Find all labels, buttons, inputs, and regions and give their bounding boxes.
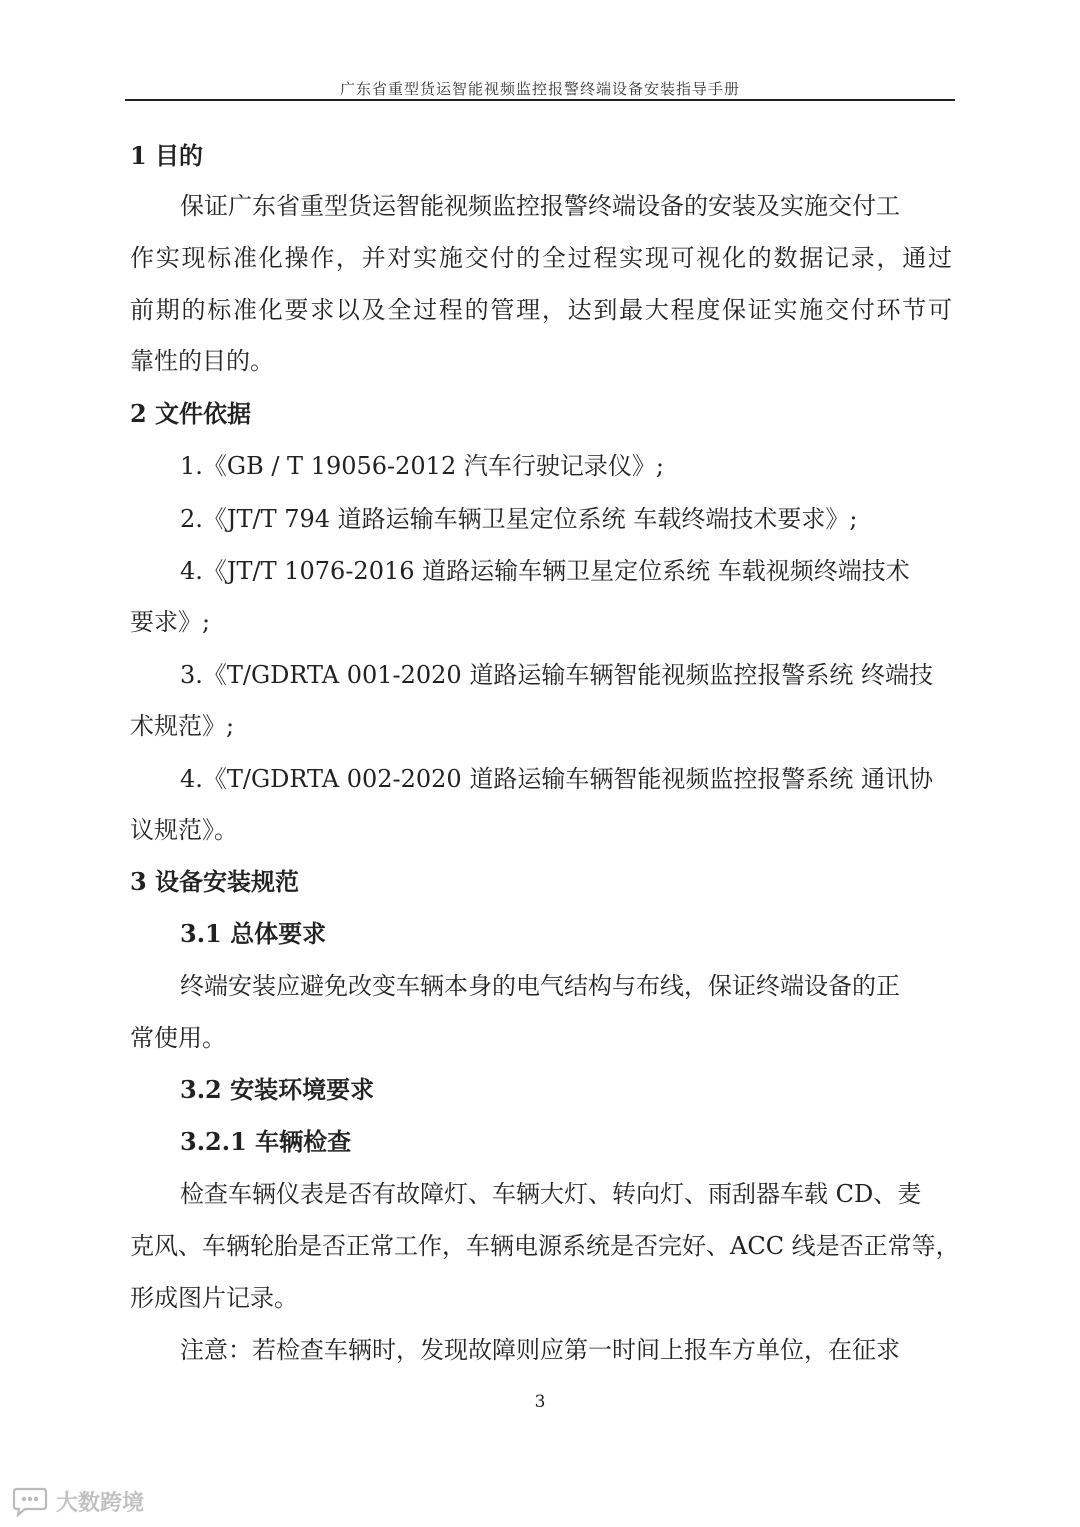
running-header: 广东省重型货运智能视频监控报警终端设备安装指导手册 xyxy=(339,80,740,98)
paragraph-line: 作实现标准化操作，并对实施交付的全过程实现可视化的数据记录，通过 xyxy=(130,244,952,272)
section-heading: 1 目的 xyxy=(130,141,204,170)
section-heading: 3 设备安装规范 xyxy=(130,867,300,896)
paragraph-line: 前期的标准化要求以及全过程的管理，达到最大程度保证实施交付环节可 xyxy=(130,296,952,324)
page-number: 3 xyxy=(534,1392,546,1412)
list-item: 3.《T/GDRTA 001-2020 道路运输车辆智能视频监控报警系统 终端技 xyxy=(180,661,933,689)
watermark-text: 大数跨境 xyxy=(56,1491,145,1516)
list-item-continued: 议规范》。 xyxy=(130,816,238,844)
paragraph-line: 克风、车辆轮胎是否正常工作，车辆电源系统是否完好、ACC 线是否正常等， xyxy=(130,1232,960,1260)
watermark xyxy=(10,1486,144,1517)
paragraph-line: 保证广东省重型货运智能视频监控报警终端设备的安装及实施交付工 xyxy=(180,192,900,220)
paragraph-line: 检查车辆仪表是否有故障灯、车辆大灯、转向灯、雨刮器车载 CD、麦 xyxy=(180,1180,922,1208)
list-item: 4.《T/GDRTA 002-2020 道路运输车辆智能视频监控报警系统 通讯协 xyxy=(180,765,933,793)
subsection-heading: 3.2 安装环境要求 xyxy=(180,1075,375,1104)
header-divider xyxy=(125,99,955,101)
paragraph-line: 靠性的目的。 xyxy=(130,347,274,375)
section-heading: 2 文件依据 xyxy=(130,399,252,428)
list-item: 4.《JT/T 1076-2016 道路运输车辆卫星定位系统 车载视频终端技术 xyxy=(180,557,910,585)
paragraph-line: 注意：若检查车辆时，发现故障则应第一时间上报车方单位，在征求 xyxy=(180,1336,900,1364)
list-item: 2.《JT/T 794 道路运输车辆卫星定位系统 车载终端技术要求》; xyxy=(180,505,858,533)
subsection-heading: 3.1 总体要求 xyxy=(180,919,327,948)
paragraph-line: 形成图片记录。 xyxy=(130,1284,298,1312)
subsubsection-heading: 3.2.1 车辆检查 xyxy=(180,1127,352,1156)
list-item: 1.《GB / T 19056-2012 汽车行驶记录仪》; xyxy=(180,452,664,480)
list-item-continued: 要求》; xyxy=(130,608,211,636)
list-item-continued: 术规范》; xyxy=(130,712,235,740)
paragraph-line: 终端安装应避免改变车辆本身的电气结构与布线，保证终端设备的正 xyxy=(180,972,900,1000)
chat-bubble-icon xyxy=(10,1487,50,1517)
paragraph-line: 常使用。 xyxy=(130,1024,226,1052)
